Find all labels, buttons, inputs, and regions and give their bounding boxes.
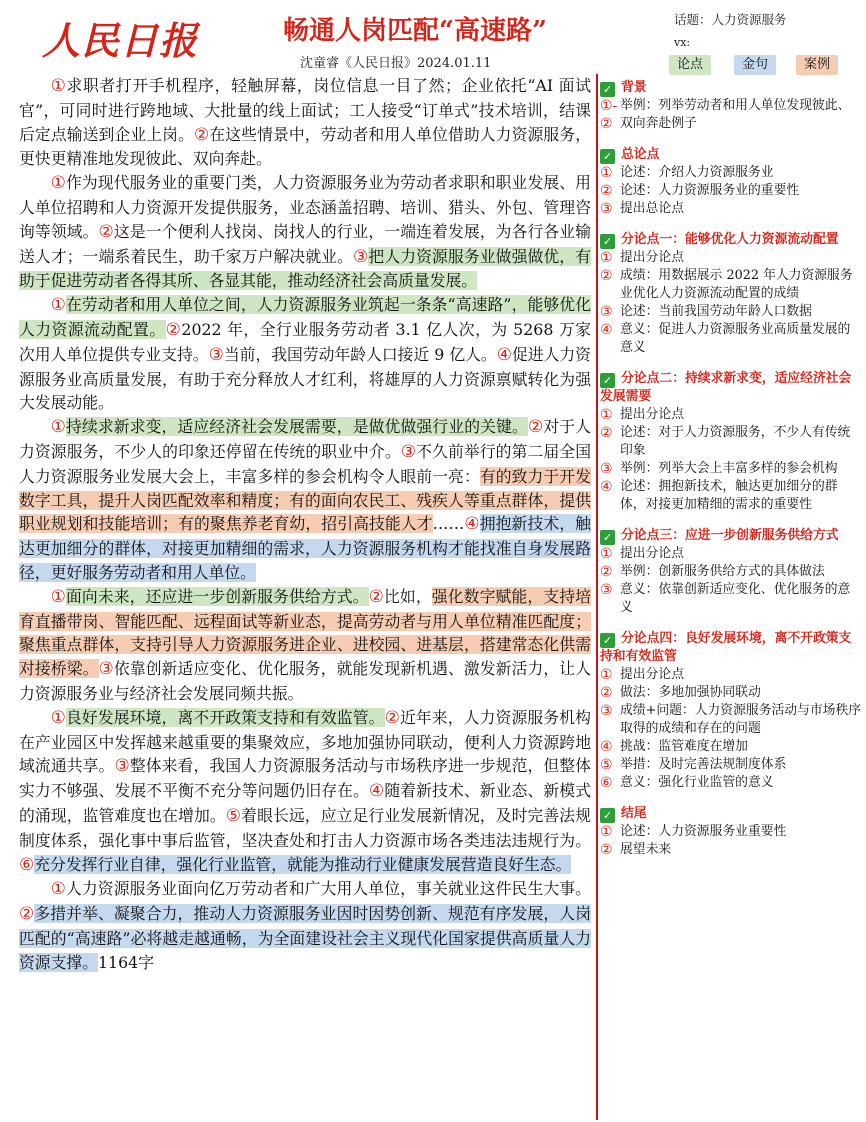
outline-item: ① 提出分论点 xyxy=(600,546,684,562)
outline-item: ⑥ 意义：强化行业监管的意义 xyxy=(600,775,774,791)
people-daily-logo: 人民日报 xyxy=(42,18,199,63)
outline-item: ④ 论述：拥抱新技术，触达更加细分的群体，对接更加精细的需求的重要性 xyxy=(600,479,838,512)
outline-section xyxy=(600,527,862,617)
checkmark-icon: ✓ xyxy=(600,82,615,97)
outline-section-title: ✓ 结尾 xyxy=(600,805,862,823)
outline-item: ① 提出分论点 xyxy=(600,407,684,423)
outline-item: ① 提出分论点 xyxy=(600,250,684,266)
topic-label: 话题：人力资源服务 xyxy=(674,12,787,27)
checkmark-icon: ✓ xyxy=(600,808,615,823)
outline-item: ② 举例：创新服务供给方式的具体做法 xyxy=(600,564,825,580)
paragraph-2: ①作为现代服务业的重要门类，人力资源服务业为劳动者求职和职业发展、用人单位招聘和人力资源开发提供服务，业态涵盖招聘、培训、猎头、外包、管理咨询等领域。②这是一个便利人找岗、岗找人的行业，一端连着发展，为各行各业输送人才；一端系着民生，助千家万户解决就业。③把人力资源服务业做强做优，有助于促进劳动者各得其所、各显其能，推动经济社会高质量发展。 xyxy=(19,173,591,291)
outline-section-title: ✓ 分论点四：良好发展环境，离不开政策支持和有效监管 xyxy=(600,631,852,664)
legend-tag-case: 案例 xyxy=(796,55,838,75)
checkmark-icon: ✓ xyxy=(600,234,615,249)
outline-item: ① 论述：人力资源服务业重要性 xyxy=(600,824,787,840)
header xyxy=(0,0,866,80)
paragraph-3: ①在劳动者和用人单位之间，人力资源服务业筑起一条条“高速路”，能够优化人力资源流动配置。②2022 年，全行业服务劳动者 3.1 亿人次，为 5268 万家次用人单位提供专业支持。③当前，我国劳动年龄人口接近 9 亿人。④促进人力资源服务业高质量发展，有助于充分释放人才红利，将雄厚的人力资源禀赋转化为强大发展动能。 xyxy=(19,295,591,413)
article-title: 畅通人岗匹配“高速路” xyxy=(283,16,547,46)
paragraph-6: ①良好发展环境，离不开政策支持和有效监管。②近年来，人力资源服务机构在产业园区中发挥越来越重要的集聚效应，多地加强协同联动，便利人力资源跨地域流通共享。③整体来看，我国人力资源服务活动与市场秩序进一步规范，但整体实力不够强、发展不平衡不充分等问题仍旧存在。④随着新技术、新业态、新模式的涌现，监管难度也在增加。⑤着眼长远，应立足行业发展新情况，及时完善法规制度体系，强化事中事后监管，坚决查处和打击人力资源市场各类违法违规行为。⑥充分发挥行业自律，强化行业监管，就能为推动行业健康发展营造良好生态。 xyxy=(19,707,591,875)
outline-item: ④ 意义：促进人力资源服务业高质量发展的意义 xyxy=(600,322,851,355)
outline-item: ③ 论述：当前我国劳动年龄人口数据 xyxy=(600,304,812,320)
outline-section-title: ✓ 总论点 xyxy=(600,146,862,164)
outline-section xyxy=(600,79,862,133)
outline-item: ② 展望未来 xyxy=(600,842,672,858)
legend-tag-golden-sentence: 金句 xyxy=(734,55,776,75)
checkmark-icon: ✓ xyxy=(600,633,615,648)
byline: 沈童睿《人民日报》2024.01.11 xyxy=(300,56,492,71)
outline-item: ③ 成绩+问题：人力资源服务活动与市场秩序取得的成绩和存在的问题 xyxy=(600,703,862,736)
outline-item: ① 提出分论点 xyxy=(600,667,684,683)
outline-section xyxy=(600,805,862,859)
paragraph-7: ①人力资源服务业面向亿万劳动者和广大用人单位，事关就业这件民生大事。②多措并举、凝聚合力，推动人力资源服务业因时因势创新、规范有序发展，人岗匹配的“高速路”必将越走越通畅，为全面建设社会主义现代化国家提供高质量人力资源支撑。1164字 xyxy=(19,879,591,972)
outline-item: ② 论述：对于人力资源服务，不少人有传统印象 xyxy=(600,425,851,458)
paragraph-4: ①持续求新求变，适应经济社会发展需要，是做优做强行业的关键。②对于人力资源服务，不少人的印象还停留在传统的职业中介。③不久前举行的第二届全国人力资源服务业发展大会上，丰富多样的参会机构令人眼前一亮：有的致力于开发数字工具，提升人岗匹配效率和精度；有的面向农民工、残疾人等重点群体，提供职业规划和技能培训；有的聚焦养老育幼，招引高技能人才……④拥抱新技术，触达更加细分的群体，对接更加精细的需求，人力资源服务机构才能找准自身发展路径，更好服务劳动者和用人单位。 xyxy=(19,417,591,582)
vx-label: vx: xyxy=(674,36,691,49)
legend-tag-argument: 论点 xyxy=(669,55,711,75)
outline-item: ② 做法：多地加强协同联动 xyxy=(600,685,761,701)
outline-item: ① 论述：介绍人力资源服务业 xyxy=(600,165,774,181)
checkmark-icon: ✓ xyxy=(600,149,615,164)
outline-panel xyxy=(600,79,862,872)
outline-section xyxy=(600,231,862,357)
outline-item: ④ 挑战：监管难度在增加 xyxy=(600,739,748,755)
word-count: 1164字 xyxy=(98,952,154,972)
column-divider xyxy=(596,74,598,1120)
outline-item: ② 论述：人力资源服务业的重要性 xyxy=(600,183,800,199)
outline-section-title: ✓ 背景 xyxy=(600,79,862,97)
outline-section-title: ✓ 分论点三：应进一步创新服务供给方式 xyxy=(600,527,862,545)
paragraph-5: ①面向未来，还应进一步创新服务供给方式。②比如，强化数字赋能，支持培育直播带岗、智能匹配、远程面试等新业态，提高劳动者与用人单位精准匹配度；聚焦重点群体，支持引导人力资源服务进企业、进校园、进基层，搭建常态化供需对接桥梁。③依靠创新适应变化、优化服务，就能发现新机遇、激发新活力，让人力资源服务业与经济社会发展同频共振。 xyxy=(19,586,591,703)
outline-item: ③ 举例：列举大会上丰富多样的参会机构 xyxy=(600,461,838,477)
paragraph-1: ①求职者打开手机程序，轻触屏幕，岗位信息一目了然；企业依托“AI 面试官”，可同时进行跨地域、大批量的线上面试；工人接受“订单式”技术培训，结课后定点输送到企业上岗。②在这些情景中，劳动者和用人单位借助人力资源服务，更快更精准地发现彼此、双向奔赴。 xyxy=(19,76,591,169)
outline-section xyxy=(600,630,862,792)
outline-item: ② 成绩：用数据展示 2022 年人力资源服务业优化人力资源流动配置的成绩 xyxy=(600,268,853,301)
checkmark-icon: ✓ xyxy=(600,373,615,388)
outline-item: ③ 意义：依靠创新适应变化、优化服务的意义 xyxy=(600,582,851,615)
outline-section xyxy=(600,370,862,514)
outline-item: ③ 提出总论点 xyxy=(600,201,684,217)
outline-section xyxy=(600,146,862,218)
article-body xyxy=(19,74,591,974)
outline-section-title: ✓ 分论点二：持续求新求变，适应经济社会发展需要 xyxy=(600,371,852,404)
checkmark-icon: ✓ xyxy=(600,530,615,545)
outline-item: ①-② 举例：列举劳动者和用人单位发现彼此、双向奔赴例子 xyxy=(600,98,851,132)
outline-section-title: ✓ 分论点一：能够优化人力资源流动配置 xyxy=(600,231,862,249)
outline-item: ⑤ 举措：及时完善法规制度体系 xyxy=(600,757,787,773)
